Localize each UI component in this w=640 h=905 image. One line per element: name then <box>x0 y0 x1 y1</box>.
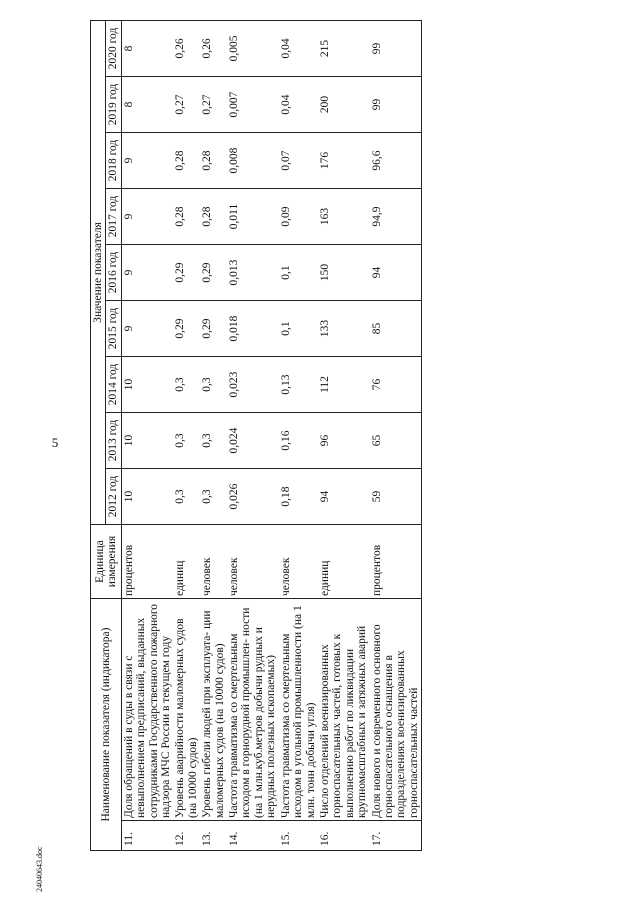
value-cell: 0,04 <box>279 20 318 76</box>
value-cell: 0,28 <box>200 189 227 245</box>
value-cell: 0,3 <box>173 357 200 413</box>
header-values: Значение показателя <box>91 20 106 524</box>
value-cell: 215 <box>318 20 370 76</box>
year-header: 2015 год <box>106 301 121 357</box>
value-cell: 200 <box>318 77 370 133</box>
indicator-name: Частота травматизма со смертельным исходом в горнорудной промышлен- ности (на 1 млн.куб.метров добычи рудных и нерудных полезных ископаемых) <box>227 599 279 821</box>
value-cell: 0,29 <box>200 301 227 357</box>
year-header: 2012 год <box>106 469 121 525</box>
value-cell: 9 <box>121 245 173 301</box>
value-cell: 0,3 <box>173 469 200 525</box>
table-row <box>318 20 370 850</box>
row-number: 16. <box>318 821 370 851</box>
value-cell: 0,27 <box>173 77 200 133</box>
value-cell: 9 <box>121 301 173 357</box>
value-cell: 0,04 <box>279 77 318 133</box>
value-cell: 0,023 <box>227 357 279 413</box>
value-cell: 10 <box>121 357 173 413</box>
value-cell: 133 <box>318 301 370 357</box>
row-number: 17. <box>370 821 422 851</box>
page-number: 5 <box>51 435 59 450</box>
document-id: 24040643.doc <box>35 846 44 892</box>
unit-cell: единиц <box>173 525 200 599</box>
value-cell: 96 <box>318 413 370 469</box>
value-cell: 99 <box>370 20 422 76</box>
value-cell: 0,013 <box>227 245 279 301</box>
value-cell: 99 <box>370 77 422 133</box>
value-cell: 0,29 <box>173 301 200 357</box>
value-cell: 0,27 <box>200 77 227 133</box>
unit-cell: человек <box>279 525 318 599</box>
year-header: 2020 год <box>106 20 121 76</box>
indicator-name: Частота травматизма со смертельным исходом в угольной промышленности (на 1 млн. тонн добычи угля) <box>279 599 318 821</box>
value-cell: 0,008 <box>227 133 279 189</box>
value-cell: 0,3 <box>173 413 200 469</box>
table-row <box>173 20 200 850</box>
value-cell: 8 <box>121 20 173 76</box>
unit-cell: человек <box>200 525 227 599</box>
value-cell: 0,1 <box>279 245 318 301</box>
year-header: 2013 год <box>106 413 121 469</box>
value-cell: 0,29 <box>173 245 200 301</box>
year-header: 2019 год <box>106 77 121 133</box>
value-cell: 65 <box>370 413 422 469</box>
indicator-name: Доля обращений в суды в связи с невыполнением предписаний, выданных сотрудниками Государственного пожарного надзора МЧС России в текущем году <box>121 599 173 821</box>
value-cell: 0,3 <box>200 413 227 469</box>
year-header: 2017 год <box>106 189 121 245</box>
unit-cell: единиц <box>318 525 370 599</box>
value-cell: 0,26 <box>200 20 227 76</box>
unit-cell: процентов <box>370 525 422 599</box>
value-cell: 0,1 <box>279 301 318 357</box>
year-header: 2016 год <box>106 245 121 301</box>
value-cell: 0,3 <box>200 469 227 525</box>
indicator-name: Доля нового и современного основного горноспасательного оснащения в подразделениях военизированных горноспасательных частей <box>370 599 422 821</box>
value-cell: 0,13 <box>279 357 318 413</box>
value-cell: 0,29 <box>200 245 227 301</box>
table-row <box>279 20 318 850</box>
value-cell: 0,28 <box>173 189 200 245</box>
value-cell: 59 <box>370 469 422 525</box>
value-cell: 0,26 <box>173 20 200 76</box>
value-cell: 0,28 <box>173 133 200 189</box>
unit-cell: процентов <box>121 525 173 599</box>
header-unit: Единица измерения <box>91 525 122 599</box>
value-cell: 163 <box>318 189 370 245</box>
header-name: Наименование показателя (индикатора) <box>91 599 122 851</box>
table-body <box>121 20 421 850</box>
value-cell: 0,007 <box>227 77 279 133</box>
value-cell: 0,28 <box>200 133 227 189</box>
value-cell: 112 <box>318 357 370 413</box>
value-cell: 85 <box>370 301 422 357</box>
value-cell: 0,07 <box>279 133 318 189</box>
row-number: 11. <box>121 821 173 851</box>
row-number: 12. <box>173 821 200 851</box>
value-cell: 10 <box>121 413 173 469</box>
value-cell: 9 <box>121 133 173 189</box>
value-cell: 0,18 <box>279 469 318 525</box>
value-cell: 94 <box>318 469 370 525</box>
value-cell: 0,026 <box>227 469 279 525</box>
value-cell: 96,6 <box>370 133 422 189</box>
year-header: 2014 год <box>106 357 121 413</box>
table-row <box>200 20 227 850</box>
row-number: 14. <box>227 821 279 851</box>
indicators-table <box>90 20 422 851</box>
value-cell: 8 <box>121 77 173 133</box>
value-cell: 176 <box>318 133 370 189</box>
value-cell: 0,018 <box>227 301 279 357</box>
value-cell: 0,16 <box>279 413 318 469</box>
value-cell: 0,024 <box>227 413 279 469</box>
value-cell: 9 <box>121 189 173 245</box>
value-cell: 94,9 <box>370 189 422 245</box>
row-number: 15. <box>279 821 318 851</box>
value-cell: 0,09 <box>279 189 318 245</box>
indicator-name: Уровень аварийности маломерных судов (на 10000 судов) <box>173 599 200 821</box>
value-cell: 150 <box>318 245 370 301</box>
row-number: 13. <box>200 821 227 851</box>
header-row-1 <box>91 20 106 850</box>
value-cell: 0,011 <box>227 189 279 245</box>
indicator-name: Число отделений военизированных горноспасательных частей, готовых к выполнению работ по ликвидации крупномасштабных и затяжных аварий <box>318 599 370 821</box>
value-cell: 94 <box>370 245 422 301</box>
value-cell: 76 <box>370 357 422 413</box>
year-header: 2018 год <box>106 133 121 189</box>
table-row <box>121 20 173 850</box>
value-cell: 0,3 <box>200 357 227 413</box>
value-cell: 10 <box>121 469 173 525</box>
indicator-name: Уровень гибели людей при эксплуата- ции маломерных судов (на 10000 судов) <box>200 599 227 821</box>
unit-cell: человек <box>227 525 279 599</box>
table-row <box>370 20 422 850</box>
value-cell: 0,005 <box>227 20 279 76</box>
rotated-table-container <box>90 21 640 851</box>
table-row <box>227 20 279 850</box>
